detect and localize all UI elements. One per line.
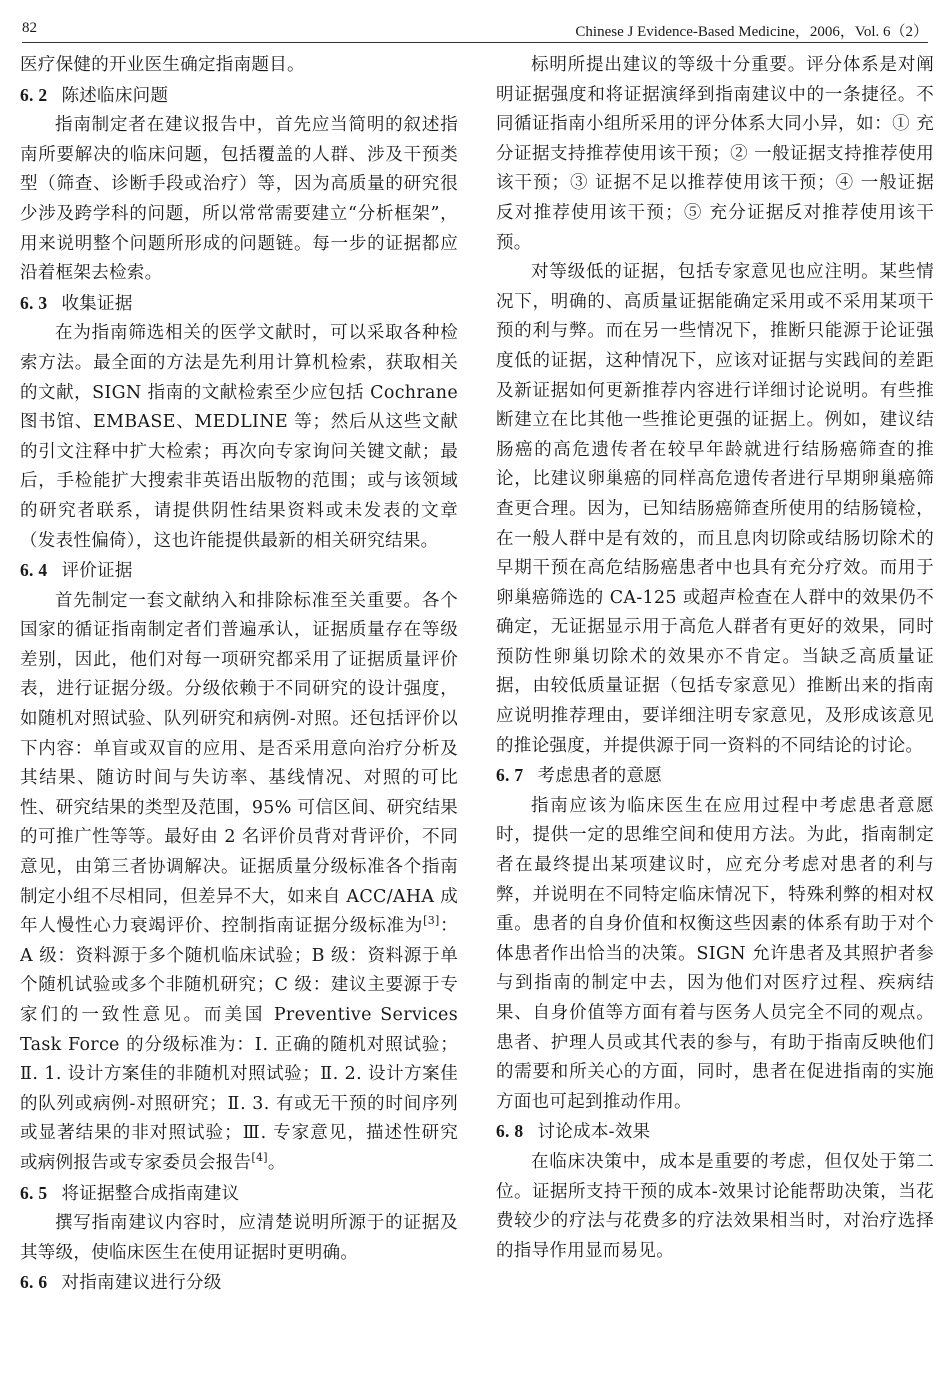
text-run: ：A 级：资料源于多个随机临床试验；B 级：资料源于单个随机试验或多个非随机研究；C 级：建议主要源于专家们的一致性意见。而美国 Preventive Services Task Force 的分级标准为：Ⅰ. 正确的随机对照试验；Ⅱ. 1. 设计方案佳的非随机对照试验；Ⅱ. 2. 设计方案佳的队列或病例-对照研究；Ⅱ. 3. 有或无干预的时间序列或显著结果的非对照试验；Ⅲ. 专家意见，描述性研究或病例报告或专家委员会报告: [20, 916, 458, 1173]
paragraph: 在为指南筛选相关的医学文献时，可以采取各种检索方法。最全面的方法是先利用计算机检索，获取相关的文献，SIGN 指南的文献检索至少应包括 Cochrane 图书馆、EMBASE、MEDLINE 等；然后从这些文献的引文注释中扩大检索；再次向专家询问关键文献；最后，手检能扩大搜索非英语出版物的范围；或与该领域的研究者联系，请提供阴性结果资料或未发表的文章（发表性偏倚），这也许能提供最新的相关研究结果。: [20, 323, 458, 551]
citation-ref: [4]: [251, 1151, 268, 1165]
section-number: 6. 4: [20, 560, 48, 581]
section-heading-6-4: [20, 556, 458, 587]
section-title: 评价证据: [61, 561, 133, 582]
section-title: 讨论成本-效果: [537, 1122, 651, 1143]
text-run: 首先制定一套文献纳入和排除标准至关重要。各个国家的循证指南制定者们普遍承认，证据质量存在等级差别，因此，他们对每一项研究都采用了证据质量评价表，进行证据分级。分级依赖于不同研究的设计强度，如随机对照试验、队列研究和病例-对照。还包括评价以下内容：单盲或双盲的应用、是否采用意向治疗分析及其结果、随访时间与失访率、基线情况、对照的可比性、研究结果的类型及范围，95% 可信区间、研究结果的可推广性等等。最好由 2 名评价员背对背评价，不同意见，由第三者协调解决。证据质量分级标准各个指南制定小组不尽相同，但差异不大，如来自 ACC/AHA 成年人慢性心力衰竭评价、控制指南证据分级标准为: [20, 590, 458, 937]
paragraph: 撰写指南建议内容时，应清楚说明所源于的证据及其等级，使临床医生在使用证据时更明确。: [20, 1213, 458, 1263]
section-number: 6. 3: [20, 292, 48, 313]
section-number: 6. 2: [20, 84, 48, 105]
section-heading-6-3: [20, 289, 458, 320]
page-number: 82: [22, 20, 37, 36]
paragraph: 标明所提出建议的等级十分重要。评分体系是对阐明证据强度和将证据演绎到指南建议中的一条捷径。不同循证指南小组所采用的评分体系大同小异，如：① 充分证据支持推荐使用该干预；② 一般证据支持推荐使用该干预；③ 证据不足以推荐使用该干预；④ 一般证据反对推荐使用该干预；⑤ 充分证据反对推荐使用该干预。: [496, 55, 934, 253]
paragraph-continued: 医疗保健的开业医生确定指南题目。: [20, 55, 305, 75]
journal-citation: Chinese J Evidence-Based Medicine，2006，Vol. 6（2）: [575, 24, 928, 40]
section-heading-6-5: [20, 1179, 458, 1210]
paragraph: 对等级低的证据，包括专家意见也应注明。某些情况下，明确的、高质量证据能确定采用或不采用某项干预的利与弊。而在另一些情况下，推断只能源于论证强度低的证据，这种情况下，应该对证据与实践间的差距及新证据如何更新推荐内容进行详细讨论说明。有些推断建立在比其他一些推论更强的证据上。例如，建议结肠癌的高危遗传者在较早年龄就进行结肠癌筛查的推论，比建议卵巢癌的同样高危遗传者进行早期卵巢癌筛查更合理。因为，已知结肠癌筛查所使用的结肠镜检，在一般人群中是有效的，而且息肉切除或结肠切除术的早期干预在高危结肠癌患者中也具有充分疗效。而用于卵巢癌筛选的 CA-125 或超声检查在人群中的效果仍不确定，无证据显示用于高危人群者有更好的效果，同时预防性卵巢切除术的效果亦不肯定。当缺乏高质量证据，由较低质量证据（包括专家意见）推断出来的指南应说明推荐理由，要详细注明专家意见，及形成该意见的推论强度，并提供源于同一资料的不同结论的讨论。: [496, 262, 934, 756]
section-number: 6. 7: [496, 765, 524, 786]
paragraph: 指南制定者在建议报告中，首先应当简明的叙述指南所要解决的临床问题，包括覆盖的人群、涉及干预类型（筛查、诊断手段或治疗）等，因为高质量的研究很少涉及跨学科的问题，所以常常需要建立“分析框架”，用来说明整个问题所形成的问题链。每一步的证据都应沿着框架去检索。: [20, 115, 458, 284]
section-title: 陈述临床问题: [61, 85, 169, 106]
section-title: 收集证据: [61, 293, 133, 314]
text-run: 。: [267, 1152, 286, 1173]
section-title: 对指南建议进行分级: [61, 1273, 222, 1294]
section-heading-6-6: [20, 1268, 458, 1299]
section-title: 考虑患者的意愿: [537, 766, 663, 787]
section-title: 将证据整合成指南建议: [61, 1183, 240, 1204]
section-heading-6-2: [20, 81, 458, 112]
paragraph: 指南应该为临床医生在应用过程中考虑患者意愿时，提供一定的思维空间和使用方法。为此，指南制定者在最终提出某项建议时，应充分考虑对患者的利与弊，并说明在不同特定临床情况下，特殊利弊的相对权重。患者的自身价值和权衡这些因素的体系有助于对个体患者作出恰当的决策。SIGN 允许患者及其照护者参与到指南的制定中去，因为他们对医疗过程、疾病结果、自身价值等方面有着与医务人员完全不同的观点。患者、护理人员或其代表的参与，有助于指南反映他们的需要和所关心的方面，同时，患者在促进指南的实施方面也可起到推动作用。: [496, 795, 934, 1112]
section-heading-6-8: [496, 1117, 934, 1148]
citation-ref: [3]: [423, 914, 440, 928]
section-number: 6. 6: [20, 1272, 48, 1293]
paragraph: [20, 587, 458, 1179]
section-number: 6. 8: [496, 1121, 524, 1142]
paragraph: 在临床决策中，成本是重要的考虑，但仅处于第二位。证据所支持干预的成本-效果讨论能帮助决策，当花费较少的疗法与花费多的疗法效果相当时，对治疗选择的指导作用显而易见。: [496, 1151, 934, 1261]
section-number: 6. 5: [20, 1182, 48, 1203]
section-heading-6-7: [496, 761, 934, 792]
running-header: [22, 18, 928, 43]
left-column: [20, 51, 458, 1299]
right-column: [496, 51, 934, 1266]
